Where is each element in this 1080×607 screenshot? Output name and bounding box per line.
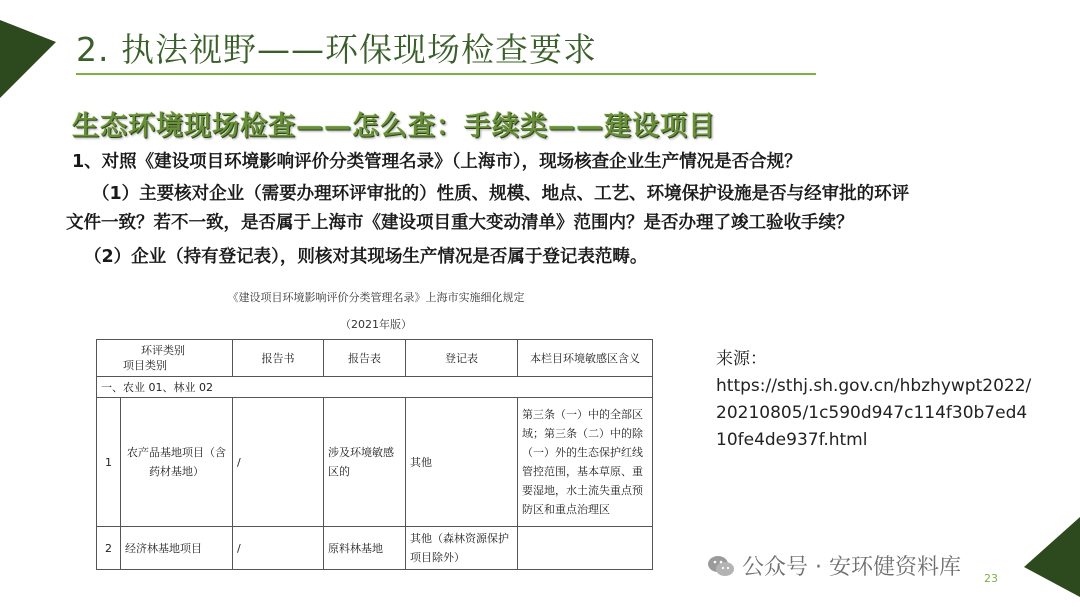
table-row <box>97 398 653 527</box>
header-project-label: 项目类别 <box>123 359 167 372</box>
body-line-2: （1）主要核对企业（需要办理环评审批的）性质、规模、地点、工艺、环境保护设施是否与经审批的环评 <box>92 184 910 204</box>
table-section-row <box>97 377 653 398</box>
slide-title: 2. 执法视野——环保现场检查要求 <box>76 30 597 69</box>
section-heading: 生态环境现场检查——怎么查：手续类——建设项目 <box>72 111 716 142</box>
row-registration: 其他（森林资源保护项目除外） <box>406 527 518 570</box>
classification-table <box>96 339 653 570</box>
row-registration: 其他 <box>406 398 518 527</box>
row-item: 经济林基地项目 <box>121 527 233 570</box>
row-report-form: 原料林基地 <box>324 527 406 570</box>
header-sensitive-area: 本栏目环境敏感区含义 <box>518 340 653 377</box>
row-sensitive: 第三条（一）中的全部区域；第三条（二）中的除（一）外的生态保护红线管控范围，基本草原、重要湿地，水土流失重点预防区和重点治理区 <box>518 398 653 527</box>
header-registration: 登记表 <box>406 340 518 377</box>
header-category-label: 环评类别 <box>141 344 185 357</box>
body-line-1: 1、对照《建设项目环境影响评价分类管理名录》（上海市），现场核查企业生产情况是否合规？ <box>72 152 802 172</box>
source-label: 来源： <box>716 349 767 369</box>
row-sensitive <box>518 527 653 570</box>
page-number: 23 <box>984 572 998 585</box>
row-report-book: / <box>233 398 324 527</box>
wechat-icon <box>706 551 736 581</box>
document-edition: （2021年版） <box>340 318 412 331</box>
row-report-form: 涉及环境敏感区的 <box>324 398 406 527</box>
body-line-4: （2）企业（持有登记表），则核对其现场生产情况是否属于登记表范畴。 <box>84 247 648 267</box>
header-diagonal-cell <box>97 340 233 377</box>
source-link[interactable]: https://sthj.sh.gov.cn/hbzhywpt2022/20210805/1c590d947c114f30b7ed410fe4de937f.html <box>716 376 1032 450</box>
row-number: 2 <box>97 527 121 570</box>
header-report-book: 报告书 <box>233 340 324 377</box>
row-report-book: / <box>233 527 324 570</box>
row-item: 农产品基地项目（含药材基地） <box>121 398 233 527</box>
corner-decoration-bottom-right <box>1020 517 1080 607</box>
body-line-3: 文件一致？若不一致，是否属于上海市《建设项目重大变动清单》范围内？是否办理了竣工验收手续？ <box>66 213 854 233</box>
watermark <box>706 550 961 581</box>
document-title: 《建设项目环境影响评价分类管理名录》上海市实施细化规定 <box>227 291 525 304</box>
section-label: 一、农业 01、林业 02 <box>97 377 653 398</box>
header-report-form: 报告表 <box>324 340 406 377</box>
row-number: 1 <box>97 398 121 527</box>
table-header-row <box>97 340 653 377</box>
source-block <box>716 346 1036 454</box>
watermark-text: 公众号 · 安环健资料库 <box>742 555 961 580</box>
table-row <box>97 527 653 570</box>
title-underline <box>76 73 816 75</box>
